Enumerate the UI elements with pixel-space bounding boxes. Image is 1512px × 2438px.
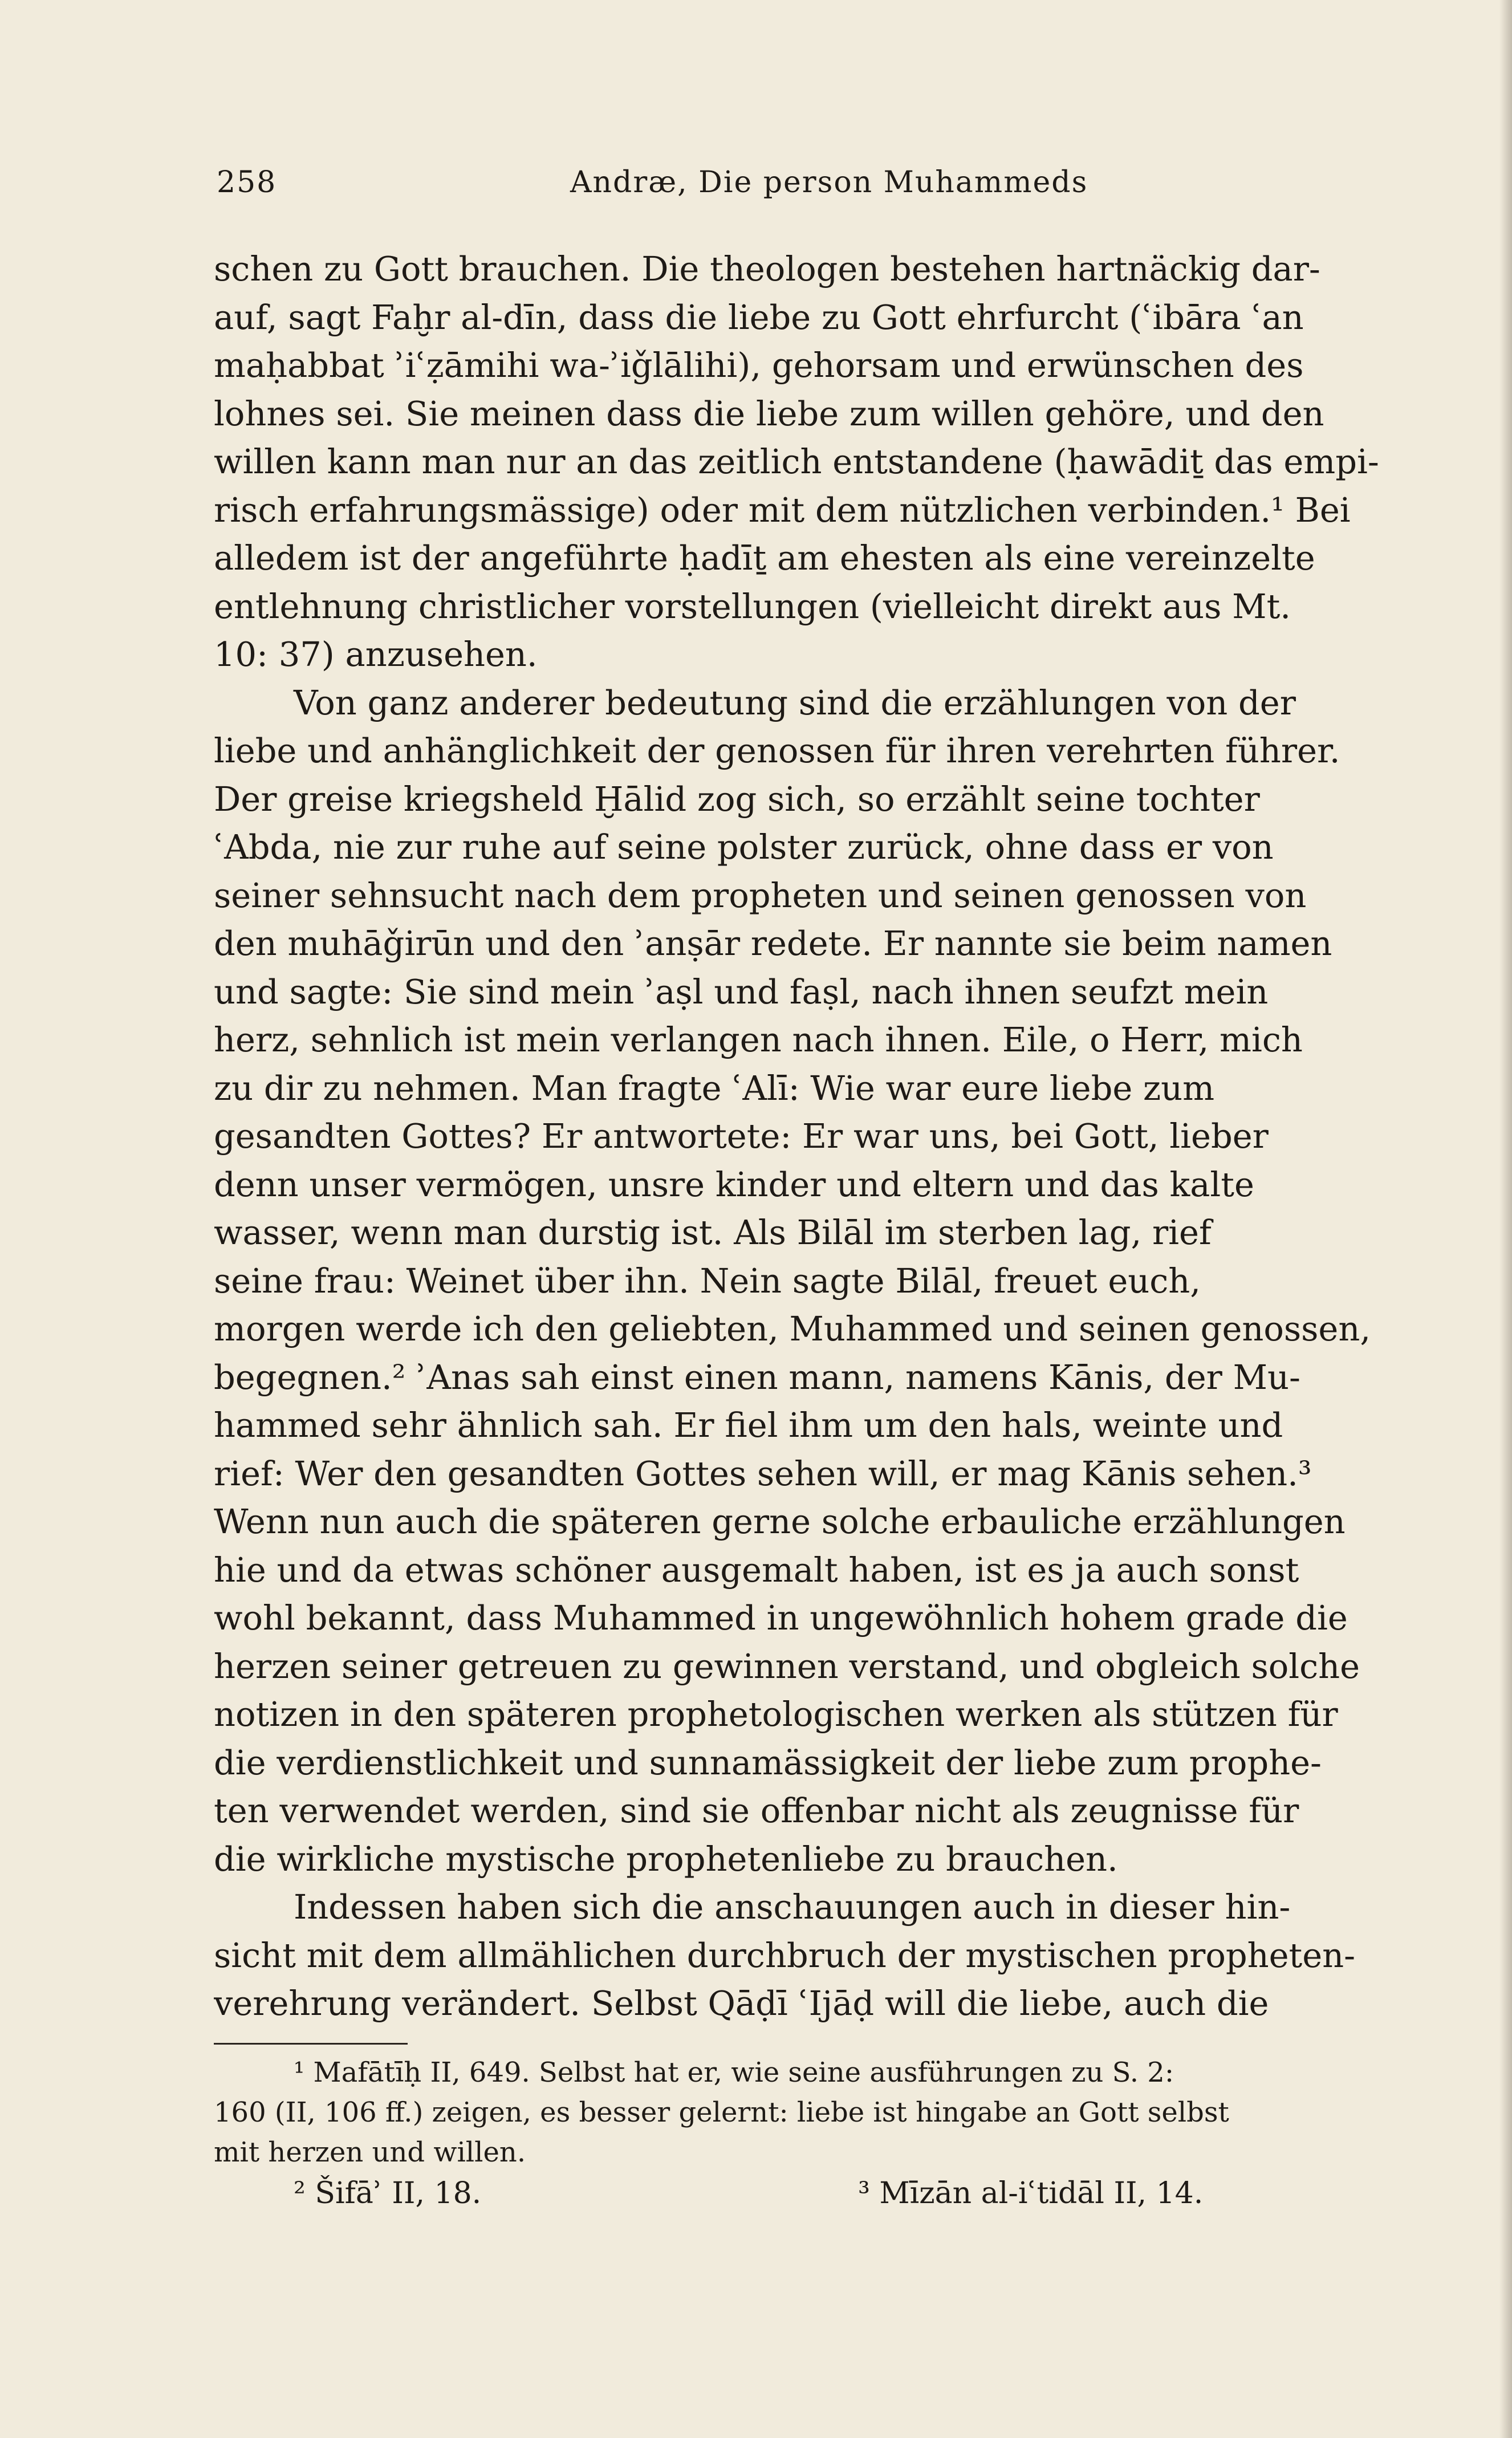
text-line: hammed sehr ähnlich sah. Er fiel ihm um den hals, weinte und xyxy=(214,1405,1283,1445)
text-line: Indessen haben sich die anschauungen auch in dieser hin- xyxy=(294,1887,1291,1927)
text-line: hie und da etwas schöner ausgemalt haben, ist es ja auch sonst xyxy=(214,1550,1299,1590)
page-edge-shadow xyxy=(1499,0,1512,2438)
text-line: wohl bekannt, dass Muhammed in ungewöhnlich hohem grade die xyxy=(214,1598,1348,1637)
text-line: denn unser vermögen, unsre kinder und eltern und das kalte xyxy=(214,1164,1254,1204)
body-text xyxy=(214,245,1440,2028)
footnote-divider xyxy=(214,2043,408,2045)
text-line: 10: 37) anzusehen. xyxy=(214,635,538,674)
footnotes xyxy=(214,2053,1440,2214)
text-line: den muhāǧirūn und den ʾanṣār redete. Er nannte sie beim namen xyxy=(214,924,1332,963)
text-line: lohnes sei. Sie meinen dass die liebe zum willen gehöre, und den xyxy=(214,393,1324,433)
text-line: maḥabbat ʾiʿẓāmihi wa-ʾiǧlālihi), gehorsam und erwünschen des xyxy=(214,346,1304,385)
running-head: Andræ, Die person Muhammeds xyxy=(570,165,1088,200)
text-line: begegnen.² ʾAnas sah einst einen mann, namens Kānis, der Mu- xyxy=(214,1357,1300,1397)
text-line: liebe und anhänglichkeit der genossen für ihren verehrten führer. xyxy=(214,731,1340,770)
text-line: Der greise kriegsheld Ḫālid zog sich, so erzählt seine tochter xyxy=(214,779,1260,819)
text-line: Wenn nun auch die späteren gerne solche erbauliche erzählungen xyxy=(214,1502,1346,1541)
text-line: wasser, wenn man durstig ist. Als Bilāl im sterben lag, rief xyxy=(214,1213,1212,1252)
text-line: schen zu Gott brauchen. Die theologen bestehen hartnäckig dar- xyxy=(214,249,1320,289)
text-line: ʿAbda, nie zur ruhe auf seine polster zurück, ohne dass er von xyxy=(214,827,1274,867)
text-line: morgen werde ich den geliebten, Muhammed und seinen genossen, xyxy=(214,1309,1371,1348)
text-line: verehrung verändert. Selbst Qāḍī ʿIjāḍ will die liebe, auch die xyxy=(214,1984,1269,2023)
text-line: herzen seiner getreuen zu gewinnen verstand, und obgleich solche xyxy=(214,1646,1360,1686)
text-line: und sagte: Sie sind mein ʾaṣl und faṣl, nach ihnen seufzt mein xyxy=(214,972,1269,1011)
text-line: willen kann man nur an das zeitlich entstandene (ḥawādiṯ das empi- xyxy=(214,442,1379,481)
page-number: 258 xyxy=(217,165,277,200)
text-line: gesandten Gottes? Er antwortete: Er war uns, bei Gott, lieber xyxy=(214,1116,1269,1156)
text-line: die verdienstlichkeit und sunnamässigkeit der liebe zum prophe- xyxy=(214,1742,1322,1782)
text-line: seine frau: Weinet über ihn. Nein sagte Bilāl, freuet euch, xyxy=(214,1261,1201,1301)
footnote-line: mit herzen und willen. xyxy=(214,2136,526,2168)
text-line: die wirkliche mystische prophetenliebe zu brauchen. xyxy=(214,1839,1118,1879)
text-line: entlehnung christlicher vorstellungen (vielleicht direkt aus Mt. xyxy=(214,586,1291,626)
text-line: zu dir zu nehmen. Man fragte ʿAlī: Wie war eure liebe zum xyxy=(214,1068,1215,1108)
footnote-line: 160 (II, 106 ff.) zeigen, es besser gelernt: liebe ist hingabe an Gott selbst xyxy=(214,2096,1229,2128)
text-line: rief: Wer den gesandten Gottes sehen will, er mag Kānis sehen.³ xyxy=(214,1453,1312,1493)
footnote-3: ³ Mīzān al-iʿtidāl II, 14. xyxy=(858,2176,1204,2211)
text-line: auf, sagt Faḫr al-dīn, dass die liebe zu Gott ehrfurcht (ʿibāra ʿan xyxy=(214,297,1304,337)
page-header xyxy=(217,165,1106,211)
text-line: sicht mit dem allmählichen durchbruch der mystischen propheten- xyxy=(214,1935,1356,1975)
text-line: herz, sehnlich ist mein verlangen nach ihnen. Eile, o Herr, mich xyxy=(214,1020,1303,1059)
text-line: seiner sehnsucht nach dem propheten und seinen genossen von xyxy=(214,875,1307,915)
text-line: ten verwendet werden, sind sie offenbar nicht als zeugnisse für xyxy=(214,1791,1299,1830)
text-line: alledem ist der angeführte ḥadīṯ am ehesten als eine vereinzelte xyxy=(214,538,1315,578)
footnote-2: ² Šifāʾ II, 18. xyxy=(294,2176,482,2211)
text-line: risch erfahrungsmässige) oder mit dem nützlichen verbinden.¹ Bei xyxy=(214,490,1351,530)
text-line: Von ganz anderer bedeutung sind die erzählungen von der xyxy=(294,682,1296,722)
footnote-pair xyxy=(214,2172,1440,2214)
footnote-line: ¹ Mafātīḥ II, 649. Selbst hat er, wie seine ausführungen zu S. 2: xyxy=(294,2057,1174,2088)
text-line: notizen in den späteren prophetologischen werken als stützen für xyxy=(214,1695,1338,1734)
